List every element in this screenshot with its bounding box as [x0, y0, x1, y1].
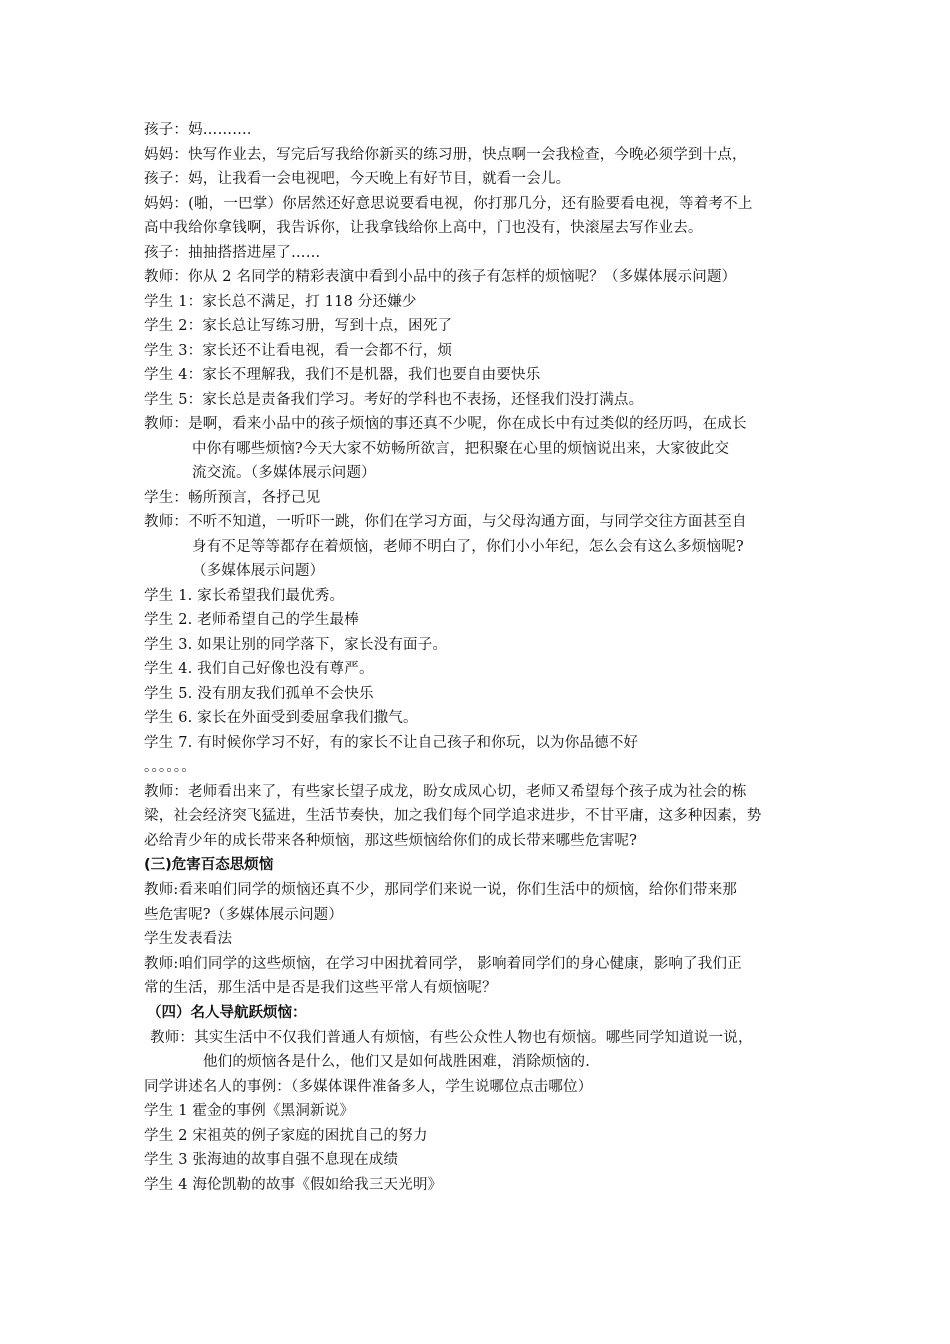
text-line: 同学讲述名人的事例：（多媒体课件准备多人，学生说哪位点击哪位） [144, 1078, 593, 1095]
text-line: 孩子：抽抽搭搭进屋了…… [144, 244, 321, 261]
text-line: 学生 5. 没有朋友我们孤单不会快乐 [144, 685, 374, 702]
text-line: 学生 1. 家长希望我们最优秀。 [144, 587, 345, 604]
text-line: 学生 4 海伦凯勒的故事《假如给我三天光明》 [144, 1176, 443, 1193]
text-line: 学生 2 宋祖英的例子家庭的困扰自己的努力 [144, 1127, 428, 1144]
text-line: 学生 2. 老师希望自己的学生最棒 [144, 612, 359, 628]
text-line: 学生 1 霍金的事例《黑洞新说》 [144, 1103, 355, 1119]
text-line: 教师:看来咱们同学的烦恼还真不少，那同学们来说一说，你们生活中的烦恼，给你们带来那 [144, 882, 738, 898]
text-line: 学生 4：家长不理解我，我们不是机器，我们也要自由要快乐 [144, 367, 541, 383]
text-line-indented: 流交流。（多媒体展示问题） [192, 465, 376, 481]
text-line: 学生 3：家长还不让看电视，看一会都不行，烦 [144, 342, 453, 359]
section-heading: （四）名人导航跃烦恼： [147, 1004, 307, 1021]
text-line: 必给青少年的成长带来各种烦恼，那这些烦恼给你们的成长带来哪些危害呢? [144, 832, 638, 849]
text-line: 教师：不听不知道，一听吓一跳，你们在学习方面，与父母沟通方面，与同学交往方面甚至自 [144, 514, 747, 530]
text-line: 妈妈：快写作业去，写完后写我给你新买的练习册，快点啊一会我检查，今晚必须学到十点， [144, 146, 747, 163]
text-line: 高中我给你拿钱啊，我告诉你，让我拿钱给你上高中，门也没有，快滚屋去写作业去。 [144, 220, 703, 236]
text-line-indented: 中你有哪些烦恼?今天大家不妨畅所欲言，把积聚在心里的烦恼说出来，大家彼此交 [192, 440, 730, 457]
text-line: 学生 5：家长总是责备我们学习。考好的学科也不表扬，还怪我们没打满点。 [144, 391, 644, 408]
text-line: 教师：其实生活中不仅我们普通人有烦恼，有些公众性人物也有烦恼。哪些同学知道说一说， [150, 1029, 753, 1046]
text-line: 教师：老师看出来了，有些家长望子成龙，盼女成凤心切，老师又希望每个孩子成为社会的栋 [144, 783, 747, 800]
text-line: 学生 6. 家长在外面受到委屈拿我们撒气。 [144, 710, 418, 726]
section-heading: (三)危害百态思烦恼 [144, 857, 274, 873]
text-line: 孩子：妈，让我看一会电视吧，今天晚上有好节目，就看一会儿。 [144, 171, 571, 187]
text-line: 学生 2：家长总让写练习册，写到十点，困死了 [144, 318, 453, 334]
text-line: 学生 3 张海迪的故事自强不息现在成绩 [144, 1152, 399, 1168]
text-line-indented: 身有不足等等都存在着烦恼，老师不明白了，你们小小年纪，怎么会有这么多烦恼呢? [192, 538, 744, 555]
text-line: 教师:咱们同学的这些烦恼，在学习中困扰着同学， 影响着同学们的身心健康，影响了我们正 [144, 955, 742, 972]
text-line: 学生：畅所预言，各抒己见 [144, 489, 321, 506]
text-line: 学生 3. 如果让别的同学落下，家长没有面子。 [144, 636, 448, 653]
text-line: 常的生活，那生活中是否是我们这些平常人有烦恼呢？ [144, 980, 497, 996]
text-line: 学生 1：家长总不满足，打 118 分还嫌少 [144, 293, 417, 310]
text-line: 妈妈：(啪，一巴掌）你居然还好意思说要看电视，你打那几分，还有脸要看电视，等着考不上 [144, 195, 753, 212]
text-line: 学生 7. 有时候你学习不好，有的家长不让自己孩子和你玩，以为你品德不好 [144, 734, 639, 751]
text-line-indented: （多媒体展示问题） [192, 563, 325, 579]
ellipsis-line: 。。。。。。 [144, 759, 196, 775]
document-page [0, 118, 950, 1197]
text-line: 教师：你从 2 名同学的精彩表演中看到小品中的孩子有怎样的烦恼呢？（多媒体展示问题） [144, 269, 737, 285]
text-line: 孩子：妈………． [144, 122, 262, 138]
text-line-indented: 他们的烦恼各是什么，他们又是如何战胜困难，消除烦恼的. [203, 1054, 591, 1070]
text-line: 学生发表看法 [144, 931, 233, 947]
text-line: 些危害呢?（多媒体展示问题） [144, 906, 344, 923]
text-line: 教师：是啊，看来小品中的孩子烦恼的事还真不少呢，你在成长中有过类似的经历吗，在成长 [144, 416, 747, 432]
text-line: 学生 4. 我们自己好像也没有尊严。 [144, 661, 374, 677]
text-line: 梁，社会经济突飞猛进，生活节奏快，加之我们每个同学追求进步，不甘平庸，这多种因素，势 [144, 808, 762, 824]
